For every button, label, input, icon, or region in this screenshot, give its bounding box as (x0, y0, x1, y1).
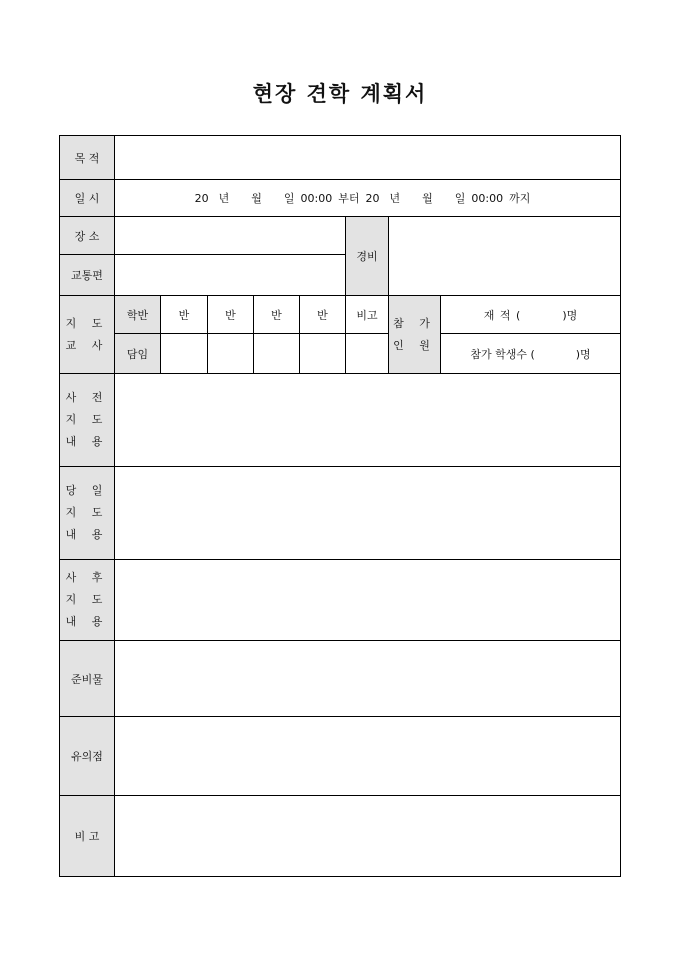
pre-guidance-label-line-3: 내 용 (65, 435, 109, 448)
from-label: 부터 (338, 192, 360, 205)
end-year-prefix: 20 (365, 192, 380, 205)
purpose-field[interactable] (115, 136, 621, 180)
datetime-label: 일 시 (60, 180, 115, 217)
cost-label: 경비 (346, 217, 389, 296)
day-guidance-label-line-2: 지 도 (65, 506, 109, 519)
document-title: 현장 견학 계획서 (252, 81, 428, 106)
attending-count-field[interactable] (441, 334, 621, 374)
homeroom-cell-2[interactable] (208, 334, 254, 374)
class-cell-2[interactable]: 반 (208, 296, 254, 334)
precautions-label: 유의점 (60, 717, 115, 796)
participants-label-line-2: 인 원 (393, 338, 436, 352)
pre-guidance-label-line-1: 사 전 (65, 391, 109, 404)
remarks-field[interactable] (115, 796, 621, 877)
enrolled-label: 재 적 ( (483, 308, 522, 322)
transport-label: 교통편 (60, 255, 115, 296)
homeroom-cell-3[interactable] (254, 334, 300, 374)
homeroom-header: 담임 (115, 334, 161, 374)
guide-teacher-label-line-1: 지 도 (65, 316, 109, 330)
end-time: 00:00 (471, 192, 504, 205)
day-guidance-label-line-1: 당 일 (65, 484, 109, 497)
attending-label: 참가 학생수 ( (470, 347, 535, 361)
end-year-unit: 년 (389, 192, 401, 205)
pre-guidance-label (60, 374, 115, 467)
homeroom-cell-4[interactable] (300, 334, 346, 374)
purpose-label: 목 적 (60, 136, 115, 180)
post-guidance-label (60, 560, 115, 641)
start-time: 00:00 (300, 192, 333, 205)
transport-field[interactable] (115, 255, 346, 296)
day-guidance-field[interactable] (115, 467, 621, 560)
supplies-label: 준비물 (60, 641, 115, 717)
post-guidance-label-line-3: 내 용 (65, 615, 109, 628)
class-cell-3[interactable]: 반 (254, 296, 300, 334)
supplies-field[interactable] (115, 641, 621, 717)
enrolled-count-field[interactable] (441, 296, 621, 334)
day-guidance-label (60, 467, 115, 560)
attending-suffix: )명 (575, 347, 591, 361)
precautions-field[interactable] (115, 717, 621, 796)
start-day-unit: 일 (283, 192, 295, 205)
enrolled-suffix: )명 (562, 308, 578, 322)
field-trip-plan-form (59, 135, 621, 877)
pre-guidance-label-line-2: 지 도 (65, 413, 109, 426)
remarks-label: 비 고 (60, 796, 115, 877)
datetime-field[interactable] (115, 180, 621, 217)
post-guidance-field[interactable] (115, 560, 621, 641)
homeroom-note-cell[interactable] (346, 334, 389, 374)
day-guidance-label-line-3: 내 용 (65, 528, 109, 541)
cost-field[interactable] (389, 217, 621, 296)
participants-label (389, 296, 441, 374)
start-year-prefix: 20 (194, 192, 209, 205)
start-month-unit: 월 (251, 192, 262, 205)
homeroom-cell-1[interactable] (161, 334, 208, 374)
class-header: 학반 (115, 296, 161, 334)
place-field[interactable] (115, 217, 346, 255)
class-cell-1[interactable]: 반 (161, 296, 208, 334)
participants-label-line-1: 참 가 (393, 316, 436, 330)
guide-teacher-label-line-2: 교 사 (65, 338, 109, 352)
note-header: 비고 (346, 296, 389, 334)
end-day-unit: 일 (454, 192, 466, 205)
post-guidance-label-line-2: 지 도 (65, 593, 109, 606)
until-label: 까지 (509, 192, 531, 205)
guide-teacher-label (60, 296, 115, 374)
post-guidance-label-line-1: 사 후 (65, 571, 109, 584)
pre-guidance-field[interactable] (115, 374, 621, 467)
end-month-unit: 월 (422, 192, 433, 205)
place-label: 장 소 (60, 217, 115, 255)
class-cell-4[interactable]: 반 (300, 296, 346, 334)
start-year-unit: 년 (218, 192, 230, 205)
